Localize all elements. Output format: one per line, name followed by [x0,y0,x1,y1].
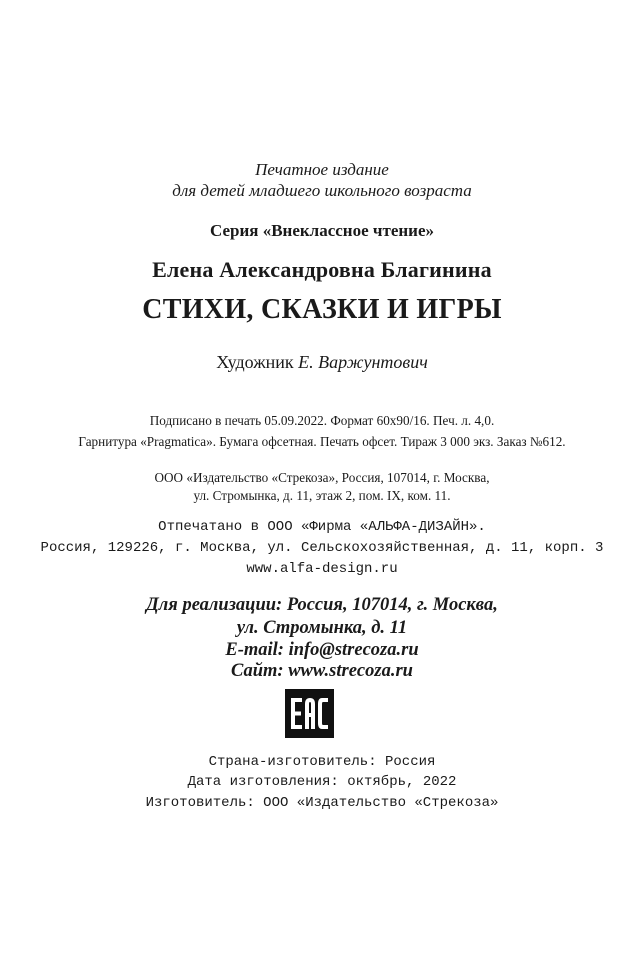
publisher-address-line-1: ООО «Издательство «Стрекоза», Россия, 107014, г. Москва, [154,470,490,485]
printer-address: Россия, 129226, г. Москва, ул. Сельскохозяйственная, д. 11, корп. 3 [40,540,604,556]
distribution-email: E-mail: info@strecoza.ru [225,640,419,660]
artist-name: Е. Варжунтович [298,352,428,372]
manufacturer-name: Изготовитель: ООО «Издательство «Стрекоза» [145,795,499,811]
distribution-address-line-2: ул. Стромынка, д. 11 [236,618,408,638]
book-title: СТИХИ, СКАЗКИ И ИГРЫ [142,294,502,325]
country-of-manufacture: Страна-изготовитель: Россия [208,754,436,770]
series-name: Серия «Внеклассное чтение» [209,221,435,240]
edition-type-line-1: Печатное издание [255,160,389,179]
typeface-paper-line: Гарнитура «Pragmatica». Бумага офсетная. Печать офсет. Тираж 3 000 экз. Заказ №612. [78,434,566,449]
edition-type-line-2: для детей младшего школьного возраста [172,181,472,200]
manufacture-date: Дата изготовления: октябрь, 2022 [187,774,457,790]
distribution-website: Сайт: www.strecoza.ru [231,661,413,681]
print-signed-line: Подписано в печать 05.09.2022. Формат 60х90/16. Печ. л. 4,0. [149,413,495,428]
artist-credit [0,352,644,373]
printer-name: Отпечатано в ООО «Фирма «АЛЬФА-ДИЗАЙН». [158,519,486,535]
eac-certification-icon [285,689,334,738]
publisher-address-line-2: ул. Стромынка, д. 11, этаж 2, пом. IX, ком. 11. [193,488,451,503]
artist-label: Художник [216,352,294,372]
distribution-address-line-1: Для реализации: Россия, 107014, г. Москва, [146,595,498,615]
printer-website: www.alfa-design.ru [246,561,398,577]
author-name: Елена Александровна Благинина [152,257,492,282]
